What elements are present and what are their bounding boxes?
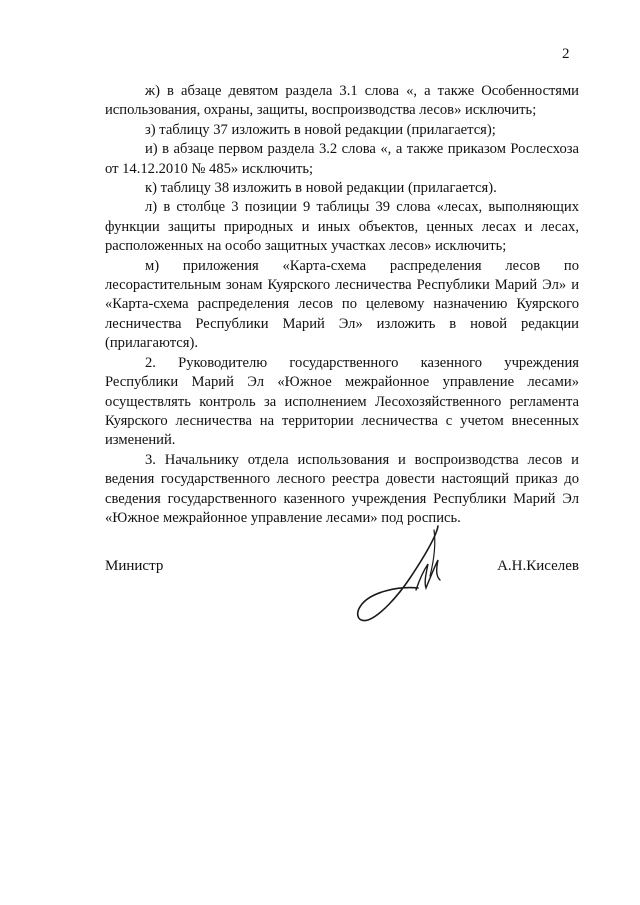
signatory-name: А.Н.Киселев <box>497 558 579 574</box>
handwritten-signature-icon <box>350 520 470 624</box>
document-body <box>105 82 579 528</box>
paragraph-k: к) таблицу 38 изложить в новой редакции (прилагается). <box>145 180 497 197</box>
paragraph-zh: ж) в абзаце девятом раздела 3.1 слова «, а также Особенностями использования, охраны, защиты, воспроизводства лесов» исключить; <box>105 83 579 119</box>
signature-row <box>105 558 579 588</box>
paragraph-z: з) таблицу 37 изложить в новой редакции (прилагается); <box>145 121 496 138</box>
page-number: 2 <box>562 46 570 62</box>
signatory-title: Министр <box>105 558 164 574</box>
paragraph-l: л) в столбце 3 позиции 9 таблицы 39 слова «лесах, выполняющих функции защиты природных и иных объектов, ценных лесах и лесах, расположенных на особо защитных участках лесов» исключить; <box>105 199 579 255</box>
paragraph-3: 3. Начальнику отдела использования и воспроизводства лесов и ведения государственного лесного реестра довести настоящий приказ до сведения государственного казенного учреждения Республики Марий Эл «Южное межрайонное управление лесами» под роспись. <box>105 451 579 526</box>
paragraph-i: и) в абзаце первом раздела 3.2 слова «, а также приказом Рослесхоза от 14.12.2010 № 485» исключить; <box>105 141 579 177</box>
paragraph-m: м) приложения «Карта-схема распределения лесов по лесорастительным зонам Куярского лесничества Республики Марий Эл» и «Карта-схема распределения лесов по целевому назначению Куярского лесничества Республики Марий Эл» изложить в новой редакции (прилагаются). <box>105 257 579 352</box>
paragraph-2: 2. Руководителю государственного казенного учреждения Республики Марий Эл «Южное межрайонное управление лесами» осуществлять контроль за исполнением Лесохозяйственного регламента Куярского лесничества на территории лесничества с учетом внесенных изменений. <box>105 354 579 449</box>
